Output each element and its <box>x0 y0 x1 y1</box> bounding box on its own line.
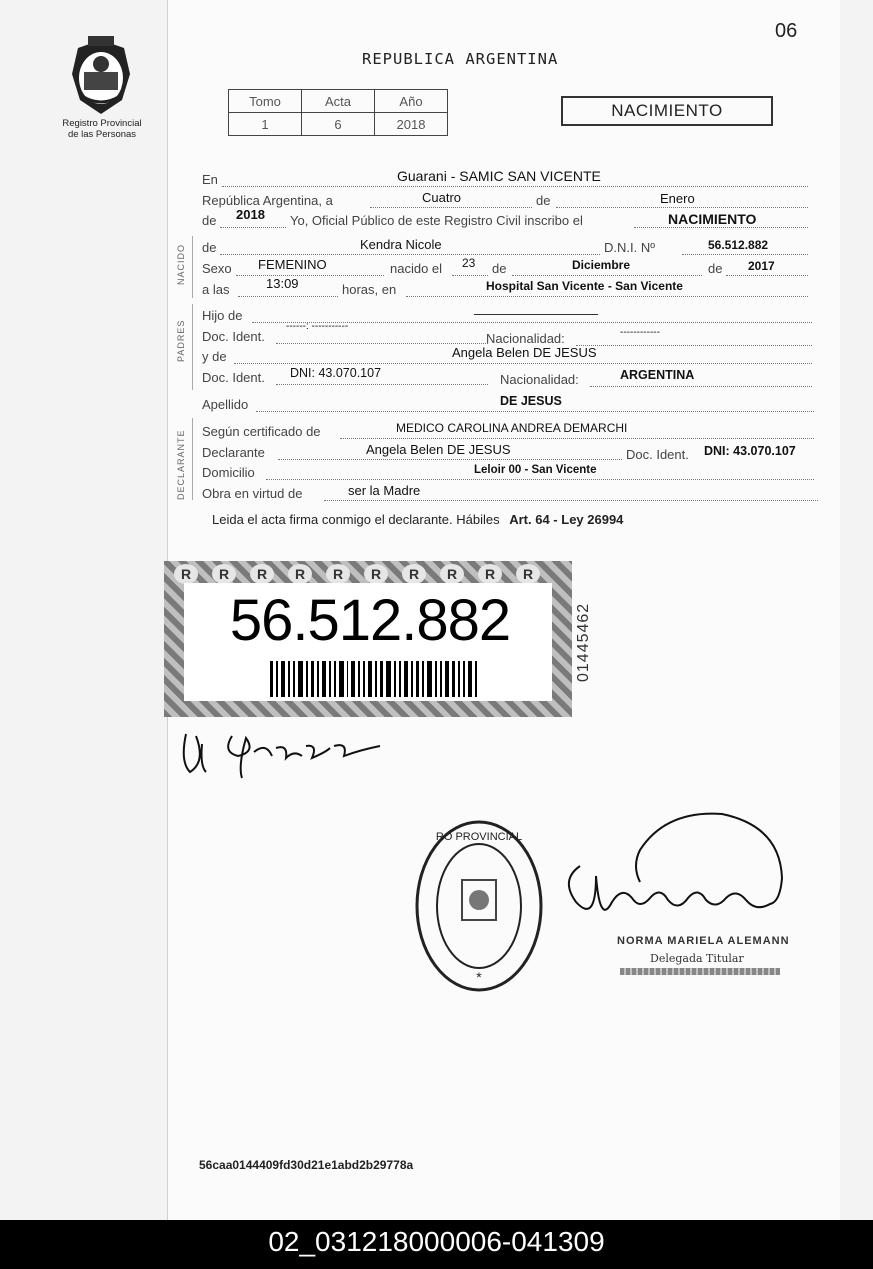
footer-code: 02_031218000006-041309 <box>268 1226 605 1257</box>
document-hash: 56caa0144409fd30d21e1abd2b29778a <box>199 1158 414 1172</box>
horas-label: horas, en <box>342 282 397 297</box>
r-logo-icon: R <box>478 564 502 584</box>
tomo-header: Tomo <box>229 90 302 113</box>
dotted-line <box>590 386 812 387</box>
registro-provincial-label <box>50 118 154 140</box>
dni-value: 56.512.882 <box>708 238 769 252</box>
dia-value: Cuatro <box>422 190 462 205</box>
dotted-line <box>256 411 814 412</box>
section-bracket <box>192 236 200 298</box>
dotted-line <box>278 459 622 460</box>
nacionalidad-label: Nacionalidad: <box>500 372 579 387</box>
dotted-line <box>726 275 808 276</box>
doc-ident-label: Doc. Ident. <box>202 370 265 385</box>
dotted-line <box>234 363 812 364</box>
inscribe-value: NACIMIENTO <box>668 211 757 227</box>
nacionalidad-label: Nacionalidad: <box>486 331 565 346</box>
declarante-signature <box>176 722 388 784</box>
dotted-line <box>682 254 808 255</box>
dotted-line <box>324 500 818 501</box>
declarante-doc-value: DNI: 43.070.107 <box>704 444 796 458</box>
de-label: de <box>202 240 217 255</box>
de-label: de <box>536 193 551 208</box>
dotted-line <box>370 207 532 208</box>
dotted-line <box>276 384 488 385</box>
en-label: En <box>202 172 218 187</box>
dotted-line <box>222 186 808 187</box>
blank-line <box>474 314 598 315</box>
dotted-line <box>220 254 600 255</box>
apellido-value: DE JESUS <box>500 394 562 408</box>
mes-nac-value: Diciembre <box>572 258 631 272</box>
en-value: Guarani - SAMIC SAN VICENTE <box>397 168 601 184</box>
nacido-label: nacido el <box>390 261 443 276</box>
r-logo-icon: R <box>402 564 426 584</box>
oficial-nombre: NORMA MARIELA ALEMANN <box>617 935 790 947</box>
sexo-value: FEMENINO <box>258 257 327 272</box>
dotted-line <box>266 479 814 480</box>
domicilio-label: Domicilio <box>202 465 255 480</box>
r-logo-icon: R <box>326 564 350 584</box>
dotted-line <box>276 343 488 344</box>
sexo-label: Sexo <box>202 261 232 276</box>
anio-value: 2018 <box>375 113 448 136</box>
madre-nac-value: ARGENTINA <box>620 368 695 382</box>
registro-stamp-icon <box>412 818 546 994</box>
de-label: de <box>202 213 217 228</box>
r-logo-icon: R <box>516 564 540 584</box>
dotted-line <box>452 275 488 276</box>
alas-label: a las <box>202 282 230 297</box>
registro-line-2: de las Personas <box>67 129 137 140</box>
svg-text:RO PROVINCIAL: RO PROVINCIAL <box>435 831 523 843</box>
domicilio-value: Leloir 00 - San Vicente <box>474 464 597 476</box>
page-number: 06 <box>775 20 798 42</box>
barcode-icon <box>270 661 480 697</box>
registro-line-1: Registro Provincial <box>62 118 142 129</box>
dotted-line <box>340 438 814 439</box>
r-logo-icon: R <box>212 564 236 584</box>
yde-label: y de <box>202 349 227 364</box>
svg-text:*: * <box>476 969 482 985</box>
sticker-serial: 01445462 <box>575 602 592 682</box>
record-type-box: NACIMIENTO <box>561 96 773 126</box>
oficial-signature <box>556 806 790 956</box>
anio-header: Año <box>375 90 448 113</box>
dotted-line <box>576 345 812 346</box>
section-bracket <box>192 418 200 500</box>
doc-ident-label: Doc. Ident. <box>626 447 689 462</box>
dia-nac-value: 23 <box>462 256 476 270</box>
dotted-line <box>238 296 338 297</box>
obra-value: ser la Madre <box>348 483 421 498</box>
tomo-value: 1 <box>229 113 302 136</box>
oficial-text: Yo, Oficial Público de este Registro Civil inscribo el <box>290 213 583 228</box>
sticker-dni-number: 56.512.882 <box>229 588 511 653</box>
oficial-cargo: Delegada Titular <box>650 952 744 965</box>
madre-value: Angela Belen DE JESUS <box>452 345 597 360</box>
r-logo-icon: R <box>250 564 274 584</box>
dotted-line <box>634 227 808 228</box>
art-ley-text: Art. 64 - Ley 26994 <box>509 512 624 527</box>
dotted-line <box>512 275 702 276</box>
section-bracket <box>192 304 200 390</box>
certificado-value: MEDICO CAROLINA ANDREA DEMARCHI <box>396 421 628 435</box>
leida-text: Leida el acta firma conmigo el declarante. Hábiles <box>212 512 500 527</box>
acta-header: Acta <box>302 90 375 113</box>
de-label: de <box>492 261 507 276</box>
document-title: REPUBLICA ARGENTINA <box>362 50 559 68</box>
r-logo-icon: R <box>364 564 388 584</box>
oficial-subtitle-line <box>620 968 780 975</box>
anio-acta-value: 2018 <box>236 207 265 222</box>
madre-doc-value: DNI: 43.070.107 <box>290 366 382 380</box>
nacido-side-label: NACIDO <box>176 243 186 285</box>
lugar-value: Hospital San Vicente - San Vicente <box>486 279 683 293</box>
declarante-side-label: DECLARANTE <box>176 429 186 500</box>
certificado-label: Según certificado de <box>202 424 321 439</box>
mes-value: Enero <box>660 191 695 206</box>
dni-label: D.N.I. Nº <box>604 240 655 255</box>
declarante-value: Angela Belen DE JESUS <box>366 442 511 457</box>
sticker-label <box>184 583 552 701</box>
anio-nac-value: 2017 <box>748 259 775 273</box>
r-logo-icon: R <box>288 564 312 584</box>
de-label: de <box>708 261 723 276</box>
r-logo-icon: R <box>174 564 198 584</box>
doc-ident-label: Doc. Ident. <box>202 329 265 344</box>
dotted-line <box>236 275 384 276</box>
footer-bar <box>0 1220 873 1269</box>
padre-doc-value: ------: ----------- <box>286 321 349 332</box>
republica-label: República Argentina, a <box>202 193 333 208</box>
dotted-line <box>406 296 808 297</box>
leida-note <box>212 512 623 527</box>
hora-value: 13:09 <box>266 276 299 291</box>
dotted-line <box>220 227 286 228</box>
dotted-line <box>556 207 808 208</box>
declarante-label: Declarante <box>202 445 265 460</box>
obra-label: Obra en virtud de <box>202 486 303 501</box>
apellido-label: Apellido <box>202 397 249 412</box>
dni-sticker <box>164 561 572 717</box>
crest-icon <box>64 34 138 118</box>
acta-value: 6 <box>302 113 375 136</box>
tomo-acta-anio-table <box>228 89 448 136</box>
padres-side-label: PADRES <box>176 319 186 362</box>
nombre-value: Kendra Nicole <box>360 237 442 252</box>
padre-nac-value: ------------ <box>620 327 660 338</box>
r-logo-icon: R <box>440 564 464 584</box>
hijo-label: Hijo de <box>202 308 243 323</box>
